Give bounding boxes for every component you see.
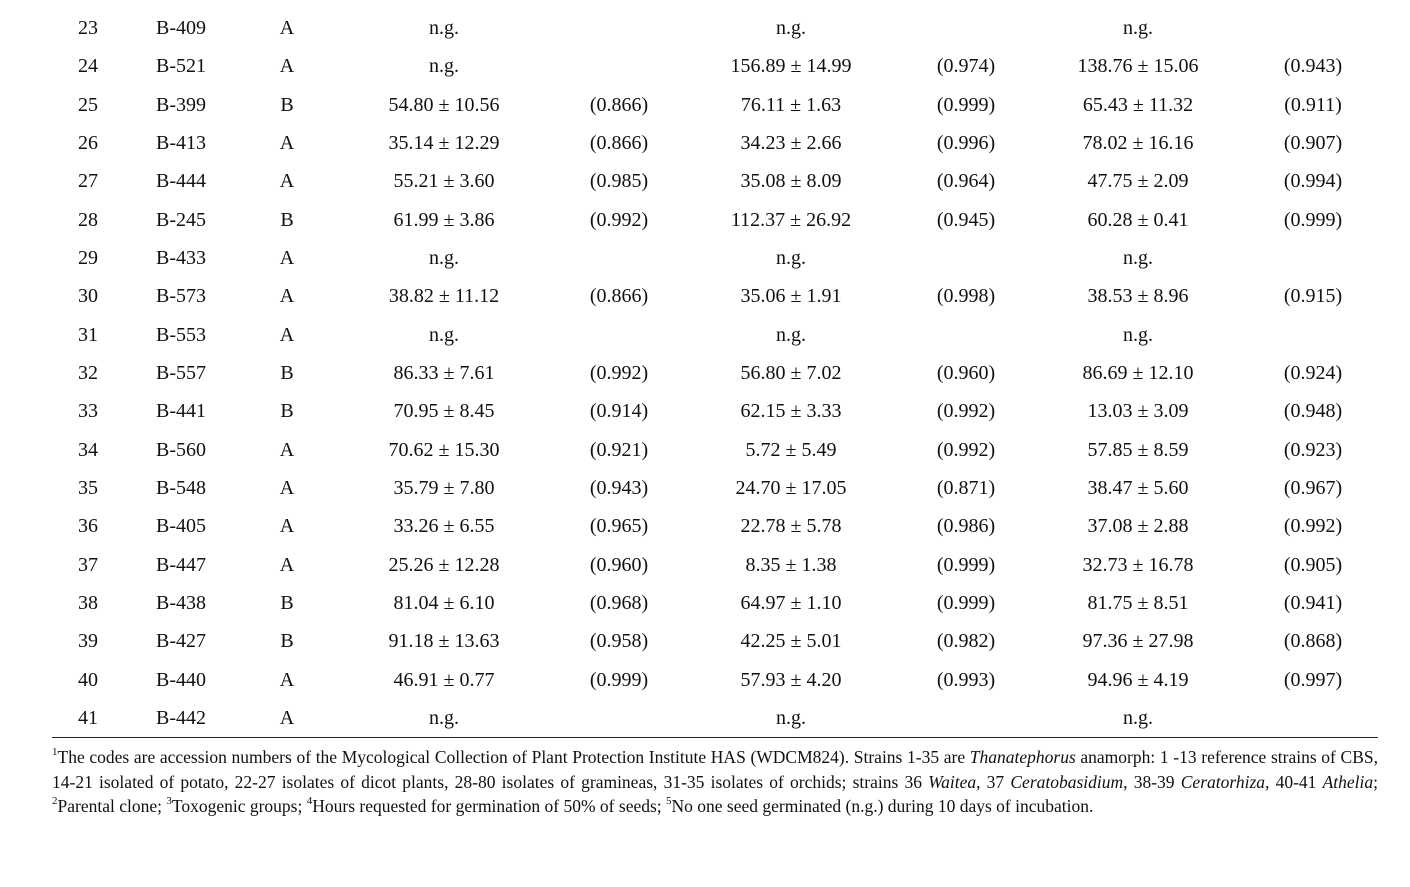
strain-code: B-557: [156, 362, 206, 384]
value-col3: 86.69 ± 12.10: [1082, 362, 1194, 384]
value-col3: 97.36 ± 27.98: [1082, 630, 1194, 653]
table-row: [0, 396, 1410, 426]
table-row: [0, 205, 1410, 235]
value-col1: 61.99 ± 3.86: [393, 208, 495, 231]
r2-col2: (0.992): [936, 438, 996, 461]
r2-col2: (0.964): [936, 170, 996, 193]
footnote-marker-3: 3: [166, 795, 172, 808]
footnote-text: , 40-41: [1265, 771, 1323, 792]
r2-col3: (0.911): [1284, 93, 1342, 116]
r2-col2: (0.999): [936, 553, 996, 576]
value-col2: n.g.: [776, 247, 806, 269]
r2-col2: (0.982): [936, 630, 996, 653]
r2-col3: (0.967): [1283, 477, 1343, 499]
strain-code: B-438: [156, 592, 206, 614]
r2-col1: (0.968): [589, 592, 649, 614]
value-col3: 81.75 ± 8.51: [1087, 592, 1189, 614]
group-letter: A: [279, 553, 295, 576]
group-letter: A: [279, 323, 295, 346]
value-col1: 25.26 ± 12.28: [388, 553, 500, 576]
group-letter: B: [280, 400, 294, 423]
table-row: [0, 626, 1410, 656]
value-col2: 112.37 ± 26.92: [730, 208, 852, 231]
strain-code: B-553: [156, 323, 206, 346]
table-row: [0, 281, 1410, 311]
footnote-text: Hours requested for germination of 50% of seeds;: [312, 796, 667, 816]
value-col2: 156.89 ± 14.99: [730, 55, 852, 78]
r2-col3: (0.999): [1283, 208, 1343, 231]
value-col2: 22.78 ± 5.78: [740, 515, 842, 538]
r2-col3: (0.923): [1283, 438, 1343, 461]
value-col3: 32.73 ± 16.78: [1082, 553, 1194, 576]
strain-code: B-447: [156, 553, 206, 576]
row-number: 33: [78, 400, 98, 423]
footnote-marker-4: 4: [306, 795, 313, 808]
r2-col1: (0.921): [589, 438, 649, 461]
r2-col3: (0.907): [1283, 132, 1343, 154]
r2-col2: (0.871): [936, 477, 996, 499]
row-number: 38: [78, 592, 98, 614]
group-letter: A: [279, 438, 295, 461]
table-footnote: [52, 745, 1378, 819]
value-col3: 94.96 ± 4.19: [1087, 668, 1189, 691]
value-col3: n.g.: [1123, 323, 1153, 346]
group-letter: B: [280, 362, 294, 384]
row-number: 35: [78, 477, 98, 499]
row-number: 28: [78, 208, 98, 231]
strain-code: B-245: [156, 208, 206, 231]
group-letter: A: [279, 707, 295, 729]
r2-col2: (0.992): [936, 400, 996, 423]
row-number: 24: [78, 55, 98, 78]
footnote-marker-5: 5: [666, 795, 672, 808]
group-letter: A: [279, 668, 295, 691]
table-row: [0, 128, 1410, 158]
value-col2: n.g.: [776, 707, 806, 729]
table-row: [0, 320, 1410, 350]
table-bottom-rule: [52, 737, 1378, 738]
strain-code: B-573: [156, 285, 206, 308]
strain-code: B-440: [156, 668, 206, 691]
value-col3: 57.85 ± 8.59: [1087, 438, 1189, 461]
value-col1: 70.95 ± 8.45: [393, 400, 495, 423]
value-col3: 65.43 ± 11.32: [1082, 93, 1194, 116]
footnote-text: The codes are accession numbers of the Mycological Collection of Plant Protection Institute HAS (WDCM824). Strains 1-35 are: [57, 747, 970, 767]
footnote-text: , 37: [976, 771, 1011, 792]
r2-col3: (0.997): [1283, 668, 1343, 691]
value-col1: 35.79 ± 7.80: [393, 477, 495, 499]
r2-col2: (0.945): [936, 208, 996, 231]
row-number: 26: [78, 132, 98, 154]
group-letter: B: [280, 592, 294, 614]
value-col2: 76.11 ± 1.63: [740, 93, 842, 116]
r2-col1: (0.866): [589, 132, 649, 154]
table-row: [0, 243, 1410, 273]
value-col1: 33.26 ± 6.55: [393, 515, 495, 538]
strain-code: B-442: [156, 707, 206, 729]
group-letter: A: [279, 285, 295, 308]
r2-col3: (0.915): [1283, 285, 1343, 308]
value-col2: 64.97 ± 1.10: [740, 592, 842, 614]
r2-col1: (0.992): [589, 208, 649, 231]
value-col2: 8.35 ± 1.38: [745, 553, 837, 576]
r2-col2: (0.960): [936, 362, 996, 384]
footnote-text: Toxogenic groups;: [171, 796, 307, 816]
r2-col2: (0.999): [936, 93, 996, 116]
value-col1: n.g.: [429, 707, 459, 729]
strain-code: B-444: [156, 170, 206, 193]
r2-col1: (0.992): [589, 362, 649, 384]
strain-code: B-548: [156, 477, 206, 499]
group-letter: A: [279, 170, 295, 193]
footnote-taxon-ceratobasidium: Ceratobasidium: [1010, 771, 1124, 792]
table-row: [0, 665, 1410, 695]
footnote-taxon-ceratorhiza: Ceratorhiza: [1180, 771, 1266, 792]
value-col3: 78.02 ± 16.16: [1082, 132, 1194, 154]
row-number: 36: [78, 515, 98, 538]
table-row: [0, 51, 1410, 81]
value-col1: 55.21 ± 3.60: [393, 170, 495, 193]
r2-col3: (0.941): [1283, 592, 1343, 614]
row-number: 39: [78, 630, 98, 653]
value-col1: n.g.: [429, 323, 459, 346]
value-col2: 34.23 ± 2.66: [740, 132, 842, 154]
strain-code: B-560: [156, 438, 206, 461]
row-number: 34: [78, 438, 98, 461]
value-col3: 13.03 ± 3.09: [1087, 400, 1189, 423]
group-letter: A: [279, 515, 295, 538]
row-number: 37: [78, 553, 98, 576]
r2-col2: (0.986): [936, 515, 996, 538]
footnote-text: Parental clone;: [57, 796, 167, 816]
value-col3: n.g.: [1123, 17, 1153, 39]
strain-code: B-427: [156, 630, 206, 653]
group-letter: A: [279, 55, 295, 78]
value-col1: n.g.: [429, 247, 459, 269]
value-col3: n.g.: [1123, 247, 1153, 269]
footnote-taxon-waitea: Waitea: [928, 771, 977, 792]
table-row: [0, 588, 1410, 618]
r2-col3: (0.948): [1283, 400, 1343, 423]
value-col1: n.g.: [429, 55, 459, 78]
r2-col2: (0.998): [936, 285, 996, 308]
table-row: [0, 473, 1410, 503]
value-col2: 24.70 ± 17.05: [735, 477, 847, 499]
value-col2: 42.25 ± 5.01: [740, 630, 842, 653]
r2-col2: (0.999): [936, 592, 996, 614]
r2-col2: (0.996): [936, 132, 996, 154]
table-row: [0, 511, 1410, 541]
table-row: [0, 703, 1410, 733]
group-letter: B: [280, 208, 294, 231]
value-col2: 56.80 ± 7.02: [740, 362, 842, 384]
value-col2: 5.72 ± 5.49: [745, 438, 837, 461]
r2-col1: (0.960): [589, 553, 649, 576]
value-col1: 81.04 ± 6.10: [393, 592, 495, 614]
value-col3: 37.08 ± 2.88: [1087, 515, 1189, 538]
value-col1: 86.33 ± 7.61: [393, 362, 495, 384]
table-row: [0, 358, 1410, 388]
value-col2: 57.93 ± 4.20: [740, 668, 842, 691]
footnote-marker-1: 1: [52, 746, 58, 759]
r2-col3: (0.994): [1283, 170, 1343, 193]
value-col1: 54.80 ± 10.56: [388, 93, 500, 116]
value-col2: 35.08 ± 8.09: [740, 170, 842, 193]
row-number: 25: [78, 93, 98, 116]
row-number: 40: [78, 668, 98, 691]
r2-col1: (0.999): [589, 668, 649, 691]
footnote-text: , 38-39: [1123, 771, 1181, 792]
r2-col1: (0.958): [589, 630, 649, 653]
group-letter: B: [280, 93, 294, 116]
row-number: 29: [78, 247, 98, 269]
strain-code: B-433: [156, 247, 206, 269]
r2-col1: (0.965): [589, 515, 649, 538]
group-letter: A: [279, 477, 295, 499]
table-row: [0, 90, 1410, 120]
value-col2: n.g.: [776, 17, 806, 39]
row-number: 30: [78, 285, 98, 308]
footnote-text: anamorph: 1 -13 reference strains of CBS, 14-21 isolated of potato, 22-27 isolates of dicot plants, 28-80 isolates of gramineas, 31-35 isolates of orchids; strains 36: [52, 747, 1378, 792]
table-row: [0, 550, 1410, 580]
footnote-marker-2: 2: [52, 795, 58, 808]
r2-col3: (0.868): [1283, 630, 1343, 653]
value-col1: 70.62 ± 15.30: [388, 438, 500, 461]
group-letter: A: [279, 132, 295, 154]
strain-code: B-405: [156, 515, 206, 538]
row-number: 27: [78, 170, 98, 193]
strain-code: B-521: [156, 55, 206, 78]
value-col1: 46.91 ± 0.77: [393, 668, 495, 691]
table-row: [0, 435, 1410, 465]
footnote-taxon-thanatephorus: Thanatephorus: [969, 747, 1076, 767]
value-col2: n.g.: [776, 323, 806, 346]
value-col3: 38.53 ± 8.96: [1087, 285, 1189, 308]
value-col1: n.g.: [429, 17, 459, 39]
footnote-text: ;: [1373, 771, 1379, 792]
r2-col3: (0.943): [1283, 55, 1343, 78]
value-col1: 38.82 ± 11.12: [388, 285, 500, 308]
row-number: 31: [78, 323, 98, 346]
value-col3: 60.28 ± 0.41: [1087, 208, 1189, 231]
r2-col1: (0.914): [589, 400, 649, 423]
r2-col3: (0.905): [1283, 553, 1343, 576]
r2-col1: (0.866): [589, 93, 649, 116]
r2-col1: (0.943): [589, 477, 649, 499]
r2-col1: (0.985): [589, 170, 649, 193]
table-row: [0, 166, 1410, 196]
r2-col3: (0.924): [1283, 362, 1343, 384]
value-col1: 35.14 ± 12.29: [388, 132, 500, 154]
value-col2: 35.06 ± 1.91: [740, 285, 842, 308]
value-col1: 91.18 ± 13.63: [388, 630, 500, 653]
row-number: 23: [78, 17, 98, 39]
row-number: 41: [78, 707, 98, 729]
value-col3: 47.75 ± 2.09: [1087, 170, 1189, 193]
table-row: [0, 13, 1410, 43]
value-col3: 38.47 ± 5.60: [1087, 477, 1189, 499]
r2-col2: (0.993): [936, 668, 996, 691]
footnote-text: No one seed germinated (n.g.) during 10 days of incubation.: [671, 796, 1094, 816]
value-col3: 138.76 ± 15.06: [1077, 55, 1199, 78]
value-col2: 62.15 ± 3.33: [740, 400, 842, 423]
strain-code: B-409: [156, 17, 206, 39]
strain-code: B-413: [156, 132, 206, 154]
row-number: 32: [78, 362, 98, 384]
group-letter: A: [279, 17, 295, 39]
r2-col2: (0.974): [936, 55, 996, 78]
group-letter: A: [279, 247, 295, 269]
r2-col1: (0.866): [589, 285, 649, 308]
r2-col3: (0.992): [1283, 515, 1343, 538]
strain-code: B-399: [156, 93, 206, 116]
strain-code: B-441: [156, 400, 206, 423]
group-letter: B: [280, 630, 294, 653]
value-col3: n.g.: [1123, 707, 1153, 729]
footnote-taxon-athelia: Athelia: [1322, 771, 1374, 792]
